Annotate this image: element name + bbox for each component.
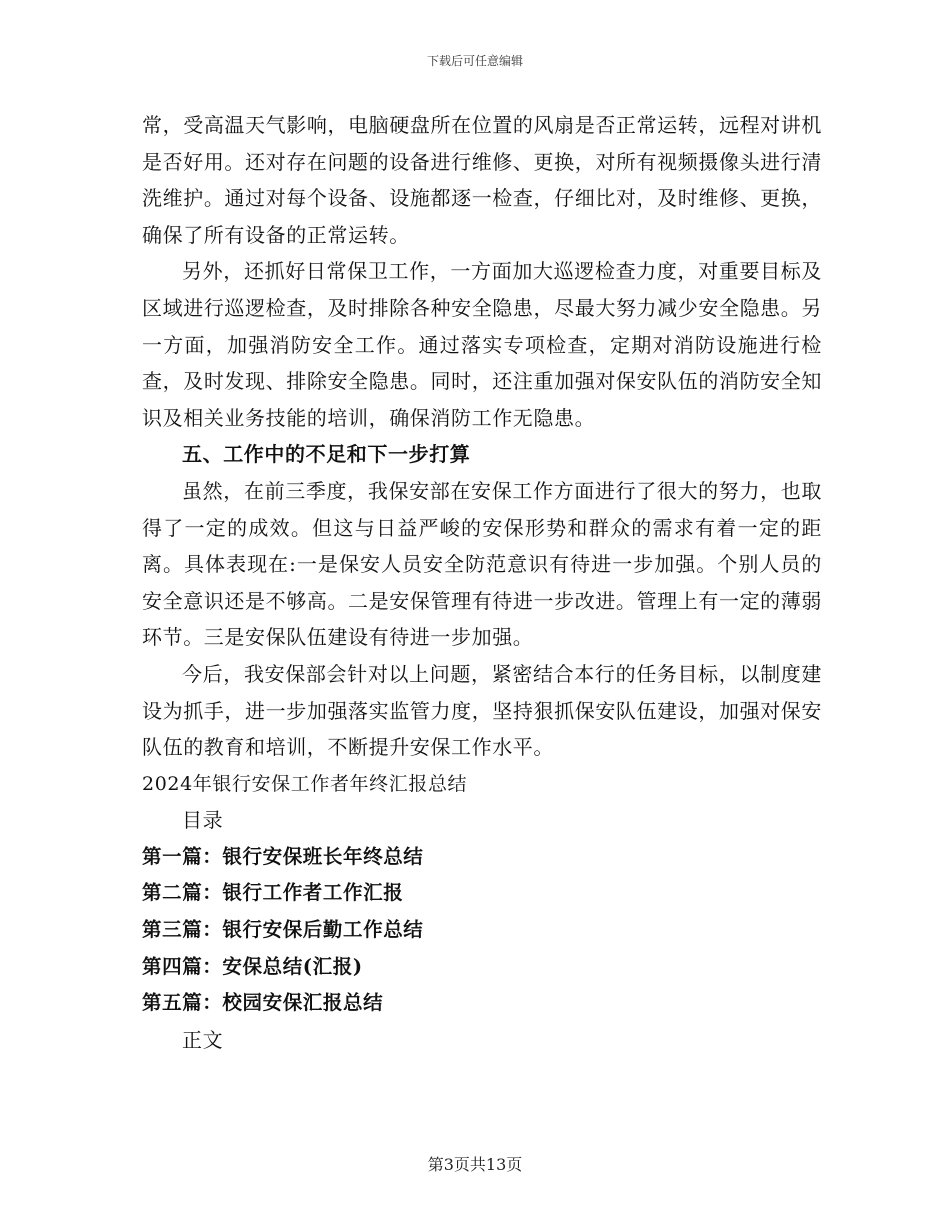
toc-label: 目录 xyxy=(182,808,224,833)
toc-item-1: 第一篇：银行安保班长年终总结 xyxy=(142,844,424,868)
toc-item-2: 第二篇：银行工作者工作汇报 xyxy=(142,881,404,905)
toc-item-5: 第五篇：校园安保汇报总结 xyxy=(142,991,384,1015)
toc-item-4: 第四篇：安保总结(汇报) xyxy=(142,954,363,978)
paragraph-daily-security: 另外，还抓好日常保卫工作，一方面加大巡逻检查力度，对重要目标及区域进行巡逻检查，及时排除各种安全隐患，尽最大努力减少安全隐患。另一方面，加强消防安全工作。通过落实专项检查，定期对消防设施进行检查，及时发现、排除安全隐患。同时，还注重加强对保安队伍的消防安全知识及相关业务技能的培训，确保消防工作无隐患。 xyxy=(142,259,822,430)
paragraph-shortcomings: 虽然，在前三季度，我保安部在安保工作方面进行了很大的努力，也取得了一定的成效。但这与日益严峻的安保形势和群众的需求有着一定的距离。具体表现在:一是保安人员安全防范意识有待进一步加强。个别人员的安全意识还是不够高。二是安保管理有待进一步改进。管理上有一定的薄弱环节。三是安保队伍建设有待进一步加强。 xyxy=(142,478,822,650)
paragraph-future-plan: 今后，我安保部会针对以上问题，紧密结合本行的任务目标，以制度建设为抓手，进一步加强落实监管力度，坚持狠抓保安队伍建设，加强对保安队伍的教育和培训，不断提升安保工作水平。 xyxy=(142,661,822,760)
section-heading-shortcomings: 五、工作中的不足和下一步打算 xyxy=(182,442,471,467)
page-footer-number: 第3页共13页 xyxy=(427,1155,523,1174)
document-body xyxy=(142,107,822,1058)
page-header-note: 下载后可任意编辑 xyxy=(426,54,523,68)
toc-item-3: 第三篇：银行安保后勤工作总结 xyxy=(142,918,424,942)
document-title: 2024年银行安保工作者年终汇报总结 xyxy=(142,772,468,795)
paragraph-equipment-maintenance: 常，受高温天气影响，电脑硬盘所在位置的风扇是否正常运转，远程对讲机是否好用。还对存在问题的设备进行维修、更换，对所有视频摄像头进行清洗维护。通过对每个设备、设施都逐一检查，仔细比对，及时维修、更换，确保了所有设备的正常运转。 xyxy=(142,113,822,247)
body-label: 正文 xyxy=(182,1027,224,1052)
